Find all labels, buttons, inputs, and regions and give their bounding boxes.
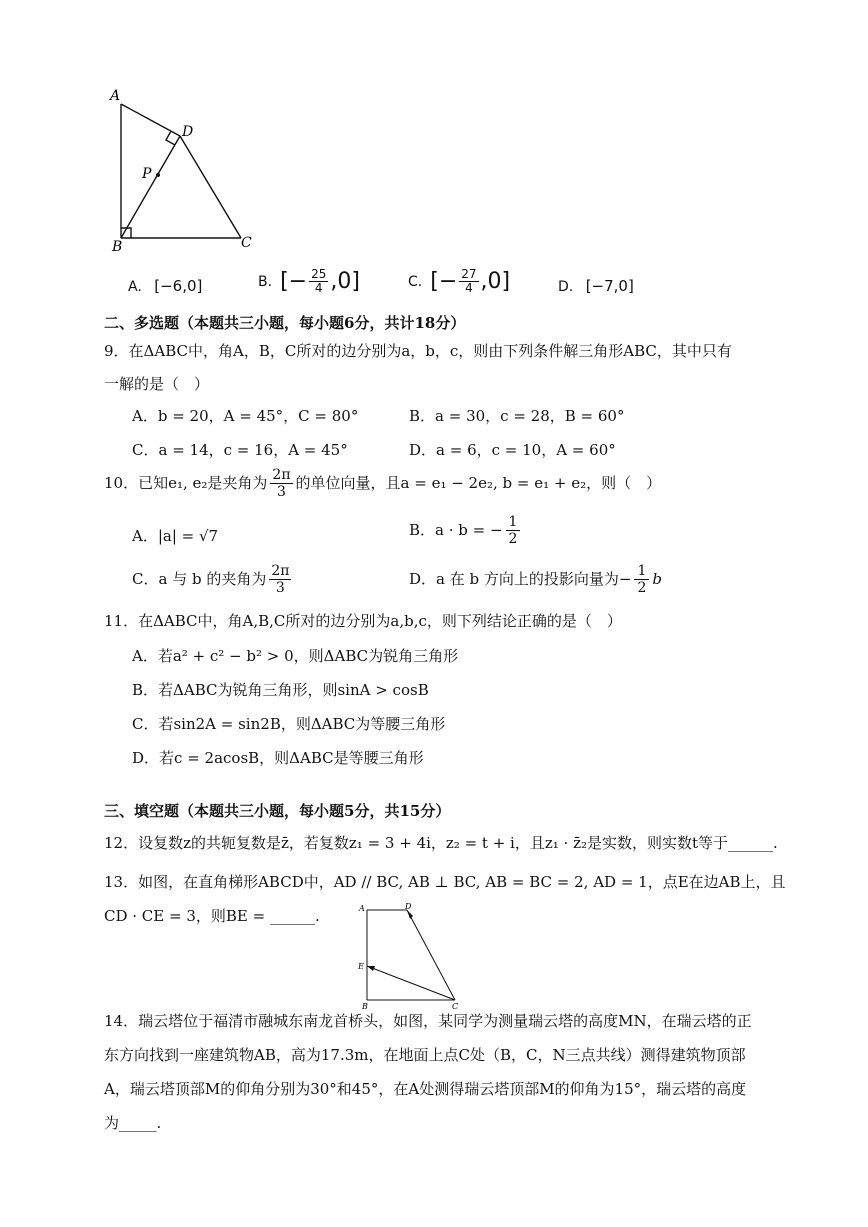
- q9-option-c[interactable]: C．a = 14，c = 16，A = 45°: [132, 441, 348, 459]
- label-P: P: [142, 166, 152, 182]
- fraction: 2π 3: [272, 467, 291, 501]
- q8-option-a[interactable]: A. [−6,0]: [128, 277, 203, 295]
- fraction: $\frac{1}{2}$: [634, 563, 649, 596]
- q11-option-c[interactable]: C．若sin2A = sin2B，则ΔABC为等腰三角形: [132, 715, 446, 733]
- fraction: 2π 3: [271, 563, 290, 597]
- label-B: B: [112, 239, 123, 254]
- q14-line3: A，瑞云塔顶部M的仰角分别为30°和45°，在A处测得瑞云塔顶部M的仰角为15°，瑞云塔的高度: [104, 1080, 747, 1098]
- q10-option-b[interactable]: B．a · b = − $\frac{1}{2}$: [409, 514, 523, 547]
- label-A: A: [359, 904, 365, 913]
- q9-line2: 一解的是（ ）: [104, 375, 210, 393]
- q10-stem: 10．已知e₁, e₂是夹角为 2π 3 的单位向量，且a = e₁ − 2e₂, b = e₁ + e₂，则（ ）: [104, 467, 662, 501]
- section3-title: 三、填空题（本题共三小题，每小题5分，共15分）: [104, 802, 451, 820]
- q9-option-d[interactable]: D．a = 6，c = 10，A = 60°: [409, 441, 616, 459]
- fraction: $\frac{27}{4}$: [461, 267, 477, 296]
- q13-line1: 13．如图，在直角梯形ABCD中，AD // BC, AB ⊥ BC, AB = BC = 2, AD = 1，点E在边AB上，且: [104, 873, 786, 891]
- q8-option-b[interactable]: B. [− $\frac{25}{4}$ ,0]: [258, 267, 360, 296]
- q10-option-a[interactable]: A．|a| = √7: [132, 527, 219, 545]
- q14-line4: 为_____.: [104, 1114, 162, 1132]
- fraction: $\frac{1}{2}$: [506, 514, 521, 547]
- q8-option-d[interactable]: D. [−7,0]: [558, 277, 634, 295]
- label-E: E: [358, 962, 364, 971]
- q14-line1: 14．瑞云塔位于福清市融城东南龙首桥头，如图，某同学为测量瑞云塔的高度MN，在瑞云塔的正: [104, 1012, 752, 1030]
- section2-title: 二、多选题（本题共三小题，每小题6分，共计18分）: [104, 314, 466, 332]
- q11-stem: 11．在ΔABC中，角A,B,C所对的边分别为a,b,c，则下列结论正确的是（ ）: [104, 612, 622, 630]
- label-D: D: [182, 124, 194, 140]
- label-B: B: [362, 1002, 368, 1011]
- q9-option-b[interactable]: B．a = 30，c = 28，B = 60°: [409, 407, 625, 425]
- q8-option-c[interactable]: C. [− $\frac{27}{4}$ ,0]: [408, 267, 511, 296]
- q11-option-b[interactable]: B．若ΔABC为锐角三角形，则sinA > cosB: [132, 681, 429, 699]
- q9-option-a[interactable]: A．b = 20，A = 45°，C = 80°: [132, 407, 359, 425]
- label-D: D: [405, 902, 412, 911]
- q12-text: 12．设复数z的共轭复数是z̄，若复数z₁ = 3 + 4i，z₂ = t + i，且z₁ · z̄₂是实数，则实数t等于______.: [104, 834, 778, 852]
- label-A: A: [110, 88, 121, 104]
- fraction: $\frac{25}{4}$: [311, 267, 327, 296]
- q11-option-a[interactable]: A．若a² + c² − b² > 0，则ΔABC为锐角三角形: [132, 647, 459, 665]
- label-C: C: [452, 1002, 459, 1011]
- label-C: C: [241, 235, 252, 251]
- trapezoid-figure: [355, 902, 465, 1012]
- q11-option-d[interactable]: D．若c = 2acosB，则ΔABC是等腰三角形: [132, 749, 424, 767]
- q10-option-d[interactable]: D．a 在 b 方向上的投影向量为− $\frac{1}{2}$ b: [409, 563, 662, 597]
- triangle-figure: [100, 84, 270, 254]
- q10-option-c[interactable]: C．a 与 b 的夹角为 2π 3: [132, 563, 290, 597]
- q9-line1: 9．在ΔABC中，角A，B，C所对的边分别为a，b，c，则由下列条件解三角形ABC，其中只有: [104, 342, 732, 360]
- q13-line2: CD · CE = 3，则BE = ______.: [104, 907, 320, 925]
- q14-line2: 东方向找到一座建筑物AB，高为17.3m，在地面上点C处（B，C，N三点共线）测得建筑物顶部: [104, 1046, 746, 1064]
